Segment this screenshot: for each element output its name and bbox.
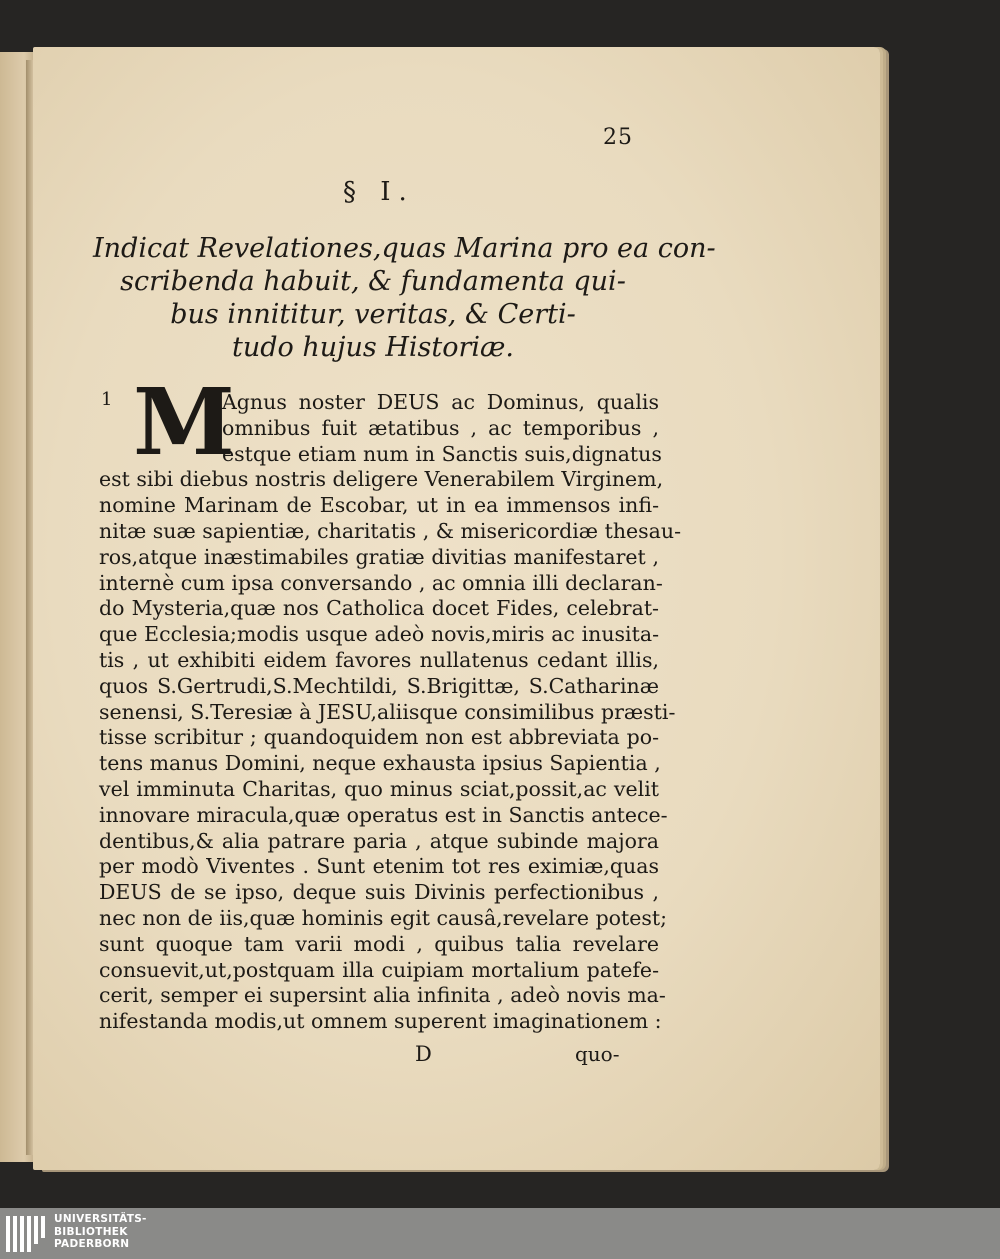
heading-line: Indicat Revelationes,quas Marina pro ea con- xyxy=(93,233,716,264)
book-page xyxy=(33,47,880,1170)
logo-line: BIBLIOTHEK xyxy=(54,1225,128,1238)
body-line: est sibi diebus nostris deligere Venerabilem Virginem, xyxy=(99,467,664,492)
body-line: Agnus noster DEUS ac Dominus, qualis xyxy=(222,390,659,414)
library-logo-icon xyxy=(6,1214,46,1254)
body-line: que Ecclesia;modis usque adeò novis,miris ac inusita- xyxy=(99,622,659,647)
body-line: senensi, S.Teresiæ à JESU,aliisque consimilibus præsti- xyxy=(99,699,676,724)
body-line: vel imminuta Charitas, quo minus sciat,possit,ac velit xyxy=(99,776,659,801)
body-line: internè cum ipsa conversando , ac omnia illi declaran- xyxy=(99,570,663,595)
paragraph-number: 1 xyxy=(101,389,113,410)
chapter-heading xyxy=(93,232,716,364)
body-line: tens manus Domini, neque exhausta ipsius Sapientia , xyxy=(99,751,661,776)
body-line: omnibus fuit ætatibus , ac temporibus , xyxy=(222,415,659,440)
body-line: do Mysteria,quæ nos Catholica docet Fides, celebrat- xyxy=(99,596,659,621)
body-line: cerit, semper ei supersint alia infinita , adeò novis ma- xyxy=(99,983,666,1008)
body-line: nec non de iis,quæ hominis egit causâ,revelare potest; xyxy=(99,905,668,930)
body-line: consuevit,ut,postquam illa cuipiam mortalium patefe- xyxy=(99,957,659,982)
library-footer-bar xyxy=(0,1208,1000,1259)
body-line: DEUS de se ipso, deque suis Divinis perfectionibus , xyxy=(99,880,659,905)
library-logo-text xyxy=(54,1213,147,1251)
body-line: nitæ suæ sapientiæ, charitatis , & misericordiæ thesau- xyxy=(99,518,682,543)
signature-mark: D xyxy=(415,1042,432,1066)
body-text xyxy=(99,390,682,1035)
body-line: innovare miracula,quæ operatus est in Sanctis antece- xyxy=(99,802,668,827)
body-line: dentibus,& alia patrare paria , atque subinde majora xyxy=(99,828,659,853)
body-line: ros,atque inæstimabiles gratiæ divitias manifestaret , xyxy=(99,544,659,569)
body-line: tis , ut exhibiti eidem favores nullatenus cedant illis, xyxy=(99,647,659,672)
heading-line: bus innititur, veritas, & Certi- xyxy=(170,299,576,330)
drop-cap-initial: M xyxy=(133,368,235,476)
body-line: quos S.Gertrudi,S.Mechtildi, S.Brigittæ, S.Catharinæ xyxy=(99,673,659,698)
body-line: tisse scribitur ; quandoquidem non est abbreviata po- xyxy=(99,725,659,750)
page-number: 25 xyxy=(603,125,633,150)
body-line: nifestanda modis,ut omnem superent imaginationem : xyxy=(99,1009,662,1034)
catchword: quo- xyxy=(575,1042,620,1066)
heading-line: tudo hujus Historiæ. xyxy=(232,332,514,363)
body-line: nomine Marinam de Escobar, ut in ea immensos infi- xyxy=(99,493,659,518)
heading-line: scribenda habuit, & fundamenta qui- xyxy=(120,266,626,297)
logo-line: UNIVERSITÄTS- xyxy=(54,1213,147,1225)
body-line: per modò Viventes . Sunt etenim tot res eximiæ,quas xyxy=(99,854,659,879)
body-line: sunt quoque tam varii modi , quibus talia revelare xyxy=(99,931,659,956)
logo-line: PADERBORN xyxy=(54,1238,130,1250)
section-mark: § I. xyxy=(343,177,415,207)
body-line: estque etiam num in Sanctis suis,dignatus xyxy=(222,441,662,466)
